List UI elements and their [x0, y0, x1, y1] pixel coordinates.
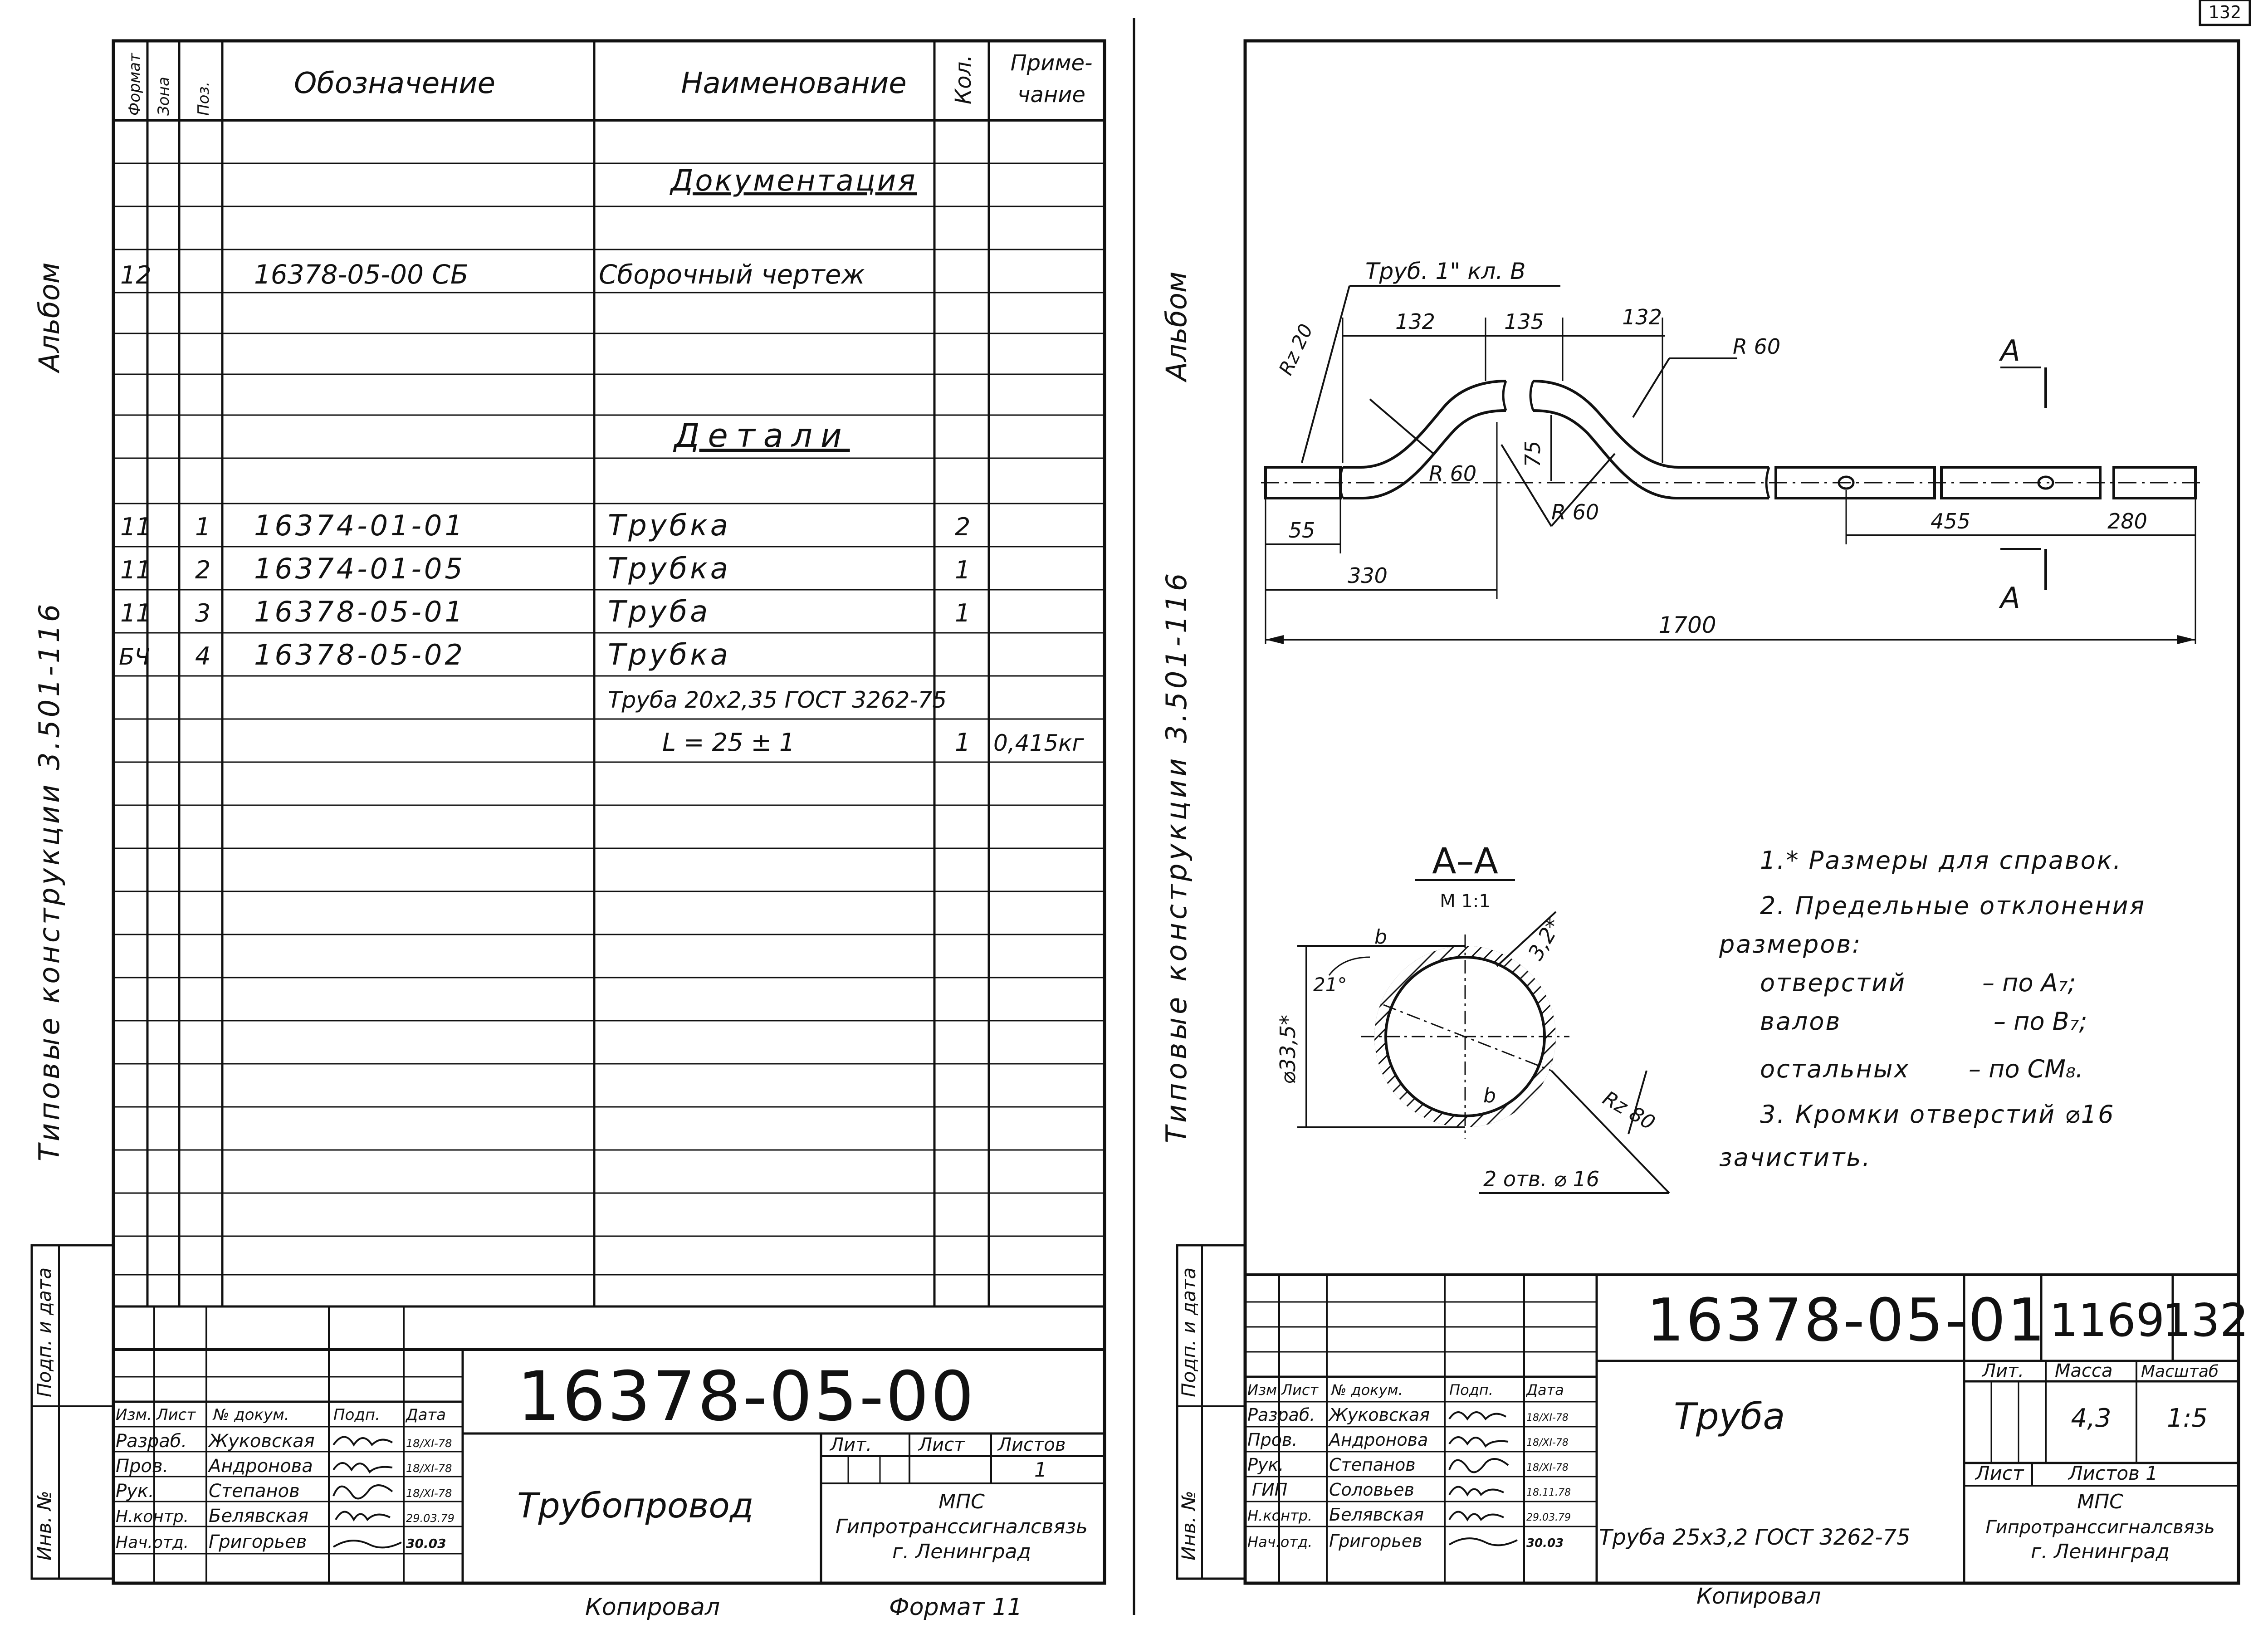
section-cut-label: А [2000, 334, 2020, 368]
left-title-block [113, 1306, 1105, 1621]
right-title-block [1245, 1275, 2248, 1609]
pipe-break [1530, 381, 1533, 411]
right-scale-value: 1:5 [2166, 1404, 2208, 1433]
pipe-bend-bottom-left [1343, 411, 1506, 498]
spec-header-format: Формат [126, 53, 144, 116]
note-line: отверстий [1760, 969, 1906, 997]
right-spine-album: Альбом [1160, 271, 1193, 381]
right-inventory-label: Инв. № [1178, 1490, 1200, 1561]
left-role-name: Степанов [209, 1481, 300, 1502]
spec-row-format: БЧ [119, 644, 150, 670]
left-sheets-count: 1 [1034, 1458, 1047, 1482]
spec-row-qty: 1 [955, 556, 971, 584]
signature-scribble [1449, 1512, 1504, 1520]
left-role-date: 29.03.79 [406, 1512, 455, 1525]
left-signature-date-label: Подп. и дата [33, 1267, 55, 1397]
signature-scribble [333, 1437, 392, 1445]
right-role-name: Григорьев [1329, 1531, 1422, 1551]
right-role-date: 30.03 [1526, 1536, 1564, 1550]
left-role: Нач.отд. [116, 1533, 189, 1552]
right-col-sheet: Лист [1281, 1381, 1319, 1399]
signature-scribble [336, 1512, 390, 1520]
left-sheet [32, 41, 1105, 1621]
spec-header-name: Наименование [681, 67, 907, 100]
spec-row-format: 11 [120, 556, 152, 584]
spec-row-name: L = 25 ± 1 [662, 728, 795, 757]
dim-455: 455 [1931, 509, 1970, 533]
left-role: Н.контр. [116, 1507, 189, 1526]
left-sheets-label: Листов [998, 1434, 1066, 1455]
right-signature-date-label: Подп. и дата [1178, 1267, 1200, 1397]
spec-row-designation: 16374-01-01 [254, 509, 465, 542]
left-role: Разраб. [116, 1431, 187, 1452]
spec-header-zone: Зона [155, 77, 173, 116]
left-role-date: 18/XI-78 [406, 1487, 452, 1500]
spec-row-qty: 1 [955, 599, 971, 627]
right-role: Нач.отд. [1247, 1533, 1313, 1551]
right-org-1: МПС [2077, 1490, 2123, 1513]
spec-row-format: 11 [120, 599, 152, 627]
spec-row-format: 11 [120, 513, 152, 541]
spec-row-designation: 16378-05-00 СБ [254, 259, 469, 290]
right-role-date: 18/XI-78 [1526, 1412, 1569, 1424]
signature-scribble [1449, 1459, 1508, 1472]
spec-row-name: Трубка [608, 552, 731, 586]
signature-scribble [333, 1485, 392, 1498]
note-line: 2. Предельные отклонения [1760, 891, 2146, 920]
note-line: зачистить. [1719, 1143, 1872, 1172]
left-org-2: Гипротранссигналсвязь [836, 1515, 1088, 1538]
right-material: Труба 25х3,2 ГОСТ 3262-75 [1599, 1525, 1911, 1550]
left-format: Формат 11 [889, 1594, 1022, 1621]
right-role-name: Степанов [1329, 1455, 1416, 1475]
left-role-date: 18/XI-78 [406, 1437, 452, 1450]
spec-row-qty: 2 [955, 513, 971, 541]
section-cut-label: А [2000, 582, 2020, 615]
right-mass-value: 4,3 [2071, 1404, 2112, 1433]
right-role-date: 18.11.78 [1526, 1487, 1571, 1498]
spec-row-designation: 16378-05-02 [254, 638, 465, 671]
rz20-label: Rz 20 [1274, 320, 1317, 379]
left-doc-title: Трубопровод [517, 1485, 754, 1526]
right-role-date: 29.03.79 [1526, 1512, 1571, 1523]
pipe-callout: Труб. 1" кл. В [1365, 258, 1526, 284]
right-copied: Копировал [1696, 1584, 1821, 1609]
left-spine-album: Альбом [33, 262, 66, 372]
left-role-name: Жуковская [209, 1431, 315, 1452]
right-sheet-label: Лист [1975, 1462, 2024, 1484]
spec-header [113, 50, 1105, 120]
left-col-docno: № докум. [213, 1406, 289, 1424]
right-page-number: 132 [2162, 1294, 2249, 1347]
right-role: Н.контр. [1247, 1507, 1313, 1524]
section-diameter: ⌀33,5* [1276, 1014, 1300, 1084]
left-role-name: Григорьев [209, 1531, 307, 1552]
right-org-3: г. Ленинград [2031, 1540, 2170, 1563]
dim-132b: 132 [1622, 305, 1662, 329]
spec-row-qty: 1 [955, 728, 971, 757]
right-sheet-code: 1169 [2049, 1294, 2165, 1347]
spec-header-qty: Кол. [951, 54, 976, 104]
right-lit-label: Лит. [1982, 1360, 2024, 1381]
pipe-bend-bottom-right [1533, 411, 1769, 498]
right-role: Пров. [1247, 1430, 1298, 1450]
dim-280: 280 [2107, 509, 2147, 533]
left-col-sign: Подп. [333, 1406, 380, 1424]
left-role-date: 30.03 [406, 1536, 446, 1551]
right-doc-number: 16378-05-01 [1647, 1286, 2047, 1355]
spec-row-name: Труба [608, 595, 711, 629]
signature-scribble [333, 1463, 392, 1472]
section-a-a [1276, 841, 1669, 1193]
right-col-sign: Подп. [1449, 1381, 1493, 1399]
spec-header-designation: Обозначение [293, 67, 496, 100]
section-b-2: b [1483, 1084, 1496, 1107]
spec-rows [119, 164, 1084, 757]
right-role-name: Андронова [1329, 1430, 1428, 1450]
right-role-name: Соловьев [1329, 1480, 1414, 1500]
left-spine-series: Типовые конструкции 3.501-116 [33, 601, 66, 1161]
pipe-bend-top-right [1533, 381, 1769, 467]
spec-header-note: Приме- [1010, 50, 1093, 76]
left-col-date: Дата [406, 1406, 446, 1424]
svg-text:чание: чание [1017, 82, 1085, 108]
right-col-change: Изм. [1247, 1381, 1282, 1399]
left-role-name: Андронова [209, 1456, 313, 1477]
note-line: – по A₇; [1982, 969, 2076, 997]
spec-section-details: Детали [674, 416, 850, 455]
right-role-name: Белявская [1329, 1505, 1424, 1525]
right-role: Разраб. [1247, 1405, 1315, 1425]
right-role-date: 18/XI-78 [1526, 1462, 1569, 1473]
section-scale: М 1:1 [1440, 891, 1491, 912]
left-inventory-label: Инв. № [33, 1490, 55, 1561]
right-col-date: Дата [1526, 1381, 1564, 1399]
note-line: 3. Кромки отверстий ⌀16 [1760, 1100, 2115, 1129]
r60-left-label: R 60 [1429, 461, 1477, 486]
right-spine-series: Типовые конструкции 3.501-116 [1160, 570, 1193, 1143]
left-role: Пров. [116, 1456, 169, 1477]
spec-row-name: Трубка [608, 638, 731, 672]
dim-75: 75 [1520, 440, 1545, 467]
left-lit-label: Лит. [830, 1434, 872, 1455]
left-col-change: Изм. [116, 1406, 152, 1424]
note-line: остальных [1760, 1055, 1910, 1083]
right-org-2: Гипротранссигналсвязь [1985, 1517, 2215, 1538]
left-role-name: Белявская [209, 1506, 308, 1526]
spec-row-designation: 16374-01-05 [254, 552, 465, 585]
pipe-main-view [1261, 258, 2204, 644]
pipe-bend-top-left [1343, 381, 1506, 467]
signature-scribble [1449, 1437, 1508, 1446]
dim-330: 330 [1348, 563, 1388, 588]
note-line: валов [1760, 1007, 1842, 1036]
spec-section-documentation: Документация [670, 164, 917, 198]
section-holes: 2 отв. ⌀ 16 [1483, 1167, 1600, 1191]
pipe-break [1503, 381, 1506, 411]
notes [1719, 846, 2146, 1172]
right-role: ГИП [1252, 1480, 1288, 1500]
left-role: Рук. [116, 1481, 154, 1502]
spec-row-name: Трубка [608, 509, 731, 543]
signature-scribble [333, 1541, 401, 1547]
right-role: Рук. [1247, 1455, 1284, 1475]
dim-132a: 132 [1395, 309, 1435, 334]
section-b-1: b [1374, 925, 1387, 949]
right-mass-label: Масса [2055, 1360, 2113, 1381]
note-line: размеров: [1719, 930, 1862, 959]
signature-scribble [1449, 1538, 1517, 1545]
left-sheet-label: Лист [919, 1434, 965, 1455]
note-line: 1.* Размеры для справок. [1760, 846, 2122, 875]
signature-scribble [1449, 1487, 1504, 1495]
section-rz80: Rz 80 [1598, 1086, 1659, 1135]
note-line: – по B₇; [1994, 1007, 2087, 1036]
right-role-name: Жуковская [1329, 1405, 1430, 1425]
spec-row-pos: 3 [195, 599, 211, 627]
right-role-date: 18/XI-78 [1526, 1437, 1569, 1448]
spec-row-name: Сборочный чертеж [599, 259, 865, 290]
spec-row-pos: 4 [195, 642, 211, 670]
section-title: А–А [1432, 841, 1498, 882]
page-corner-number: 132 [2208, 2, 2242, 22]
spec-row-pos: 2 [195, 556, 211, 584]
dim-1700: 1700 [1658, 612, 1716, 638]
right-sheets-label: Листов 1 [2068, 1462, 2158, 1484]
left-doc-number: 16378-05-00 [517, 1357, 976, 1436]
spec-row-name: Труба 20х2,35 ГОСТ 3262-75 [608, 687, 947, 713]
section-angle: 21° [1313, 974, 1347, 996]
r60-bottom-label: R 60 [1551, 500, 1599, 524]
note-line: – по CM₈. [1969, 1055, 2083, 1083]
dim-55: 55 [1288, 518, 1315, 543]
right-doc-title: Труба [1674, 1395, 1785, 1438]
section-wall: 3,2* [1523, 914, 1566, 964]
spec-grid [113, 41, 1105, 1306]
dim-135: 135 [1504, 309, 1544, 334]
signature-scribble [1449, 1412, 1506, 1419]
spec-header-pos: Поз. [195, 81, 213, 116]
left-org-1: МПС [938, 1490, 985, 1513]
left-col-sheet: Лист [156, 1406, 196, 1424]
right-scale-label: Масштаб [2141, 1362, 2219, 1381]
left-org-3: г. Ленинград [892, 1540, 1031, 1563]
right-col-docno: № докум. [1331, 1381, 1403, 1399]
r60-top-label: R 60 [1733, 334, 1781, 359]
left-role-date: 18/XI-78 [406, 1462, 452, 1475]
spec-row-format: 12 [120, 261, 152, 289]
pipe-break [1766, 467, 1769, 498]
spec-row-pos: 1 [195, 513, 211, 541]
right-sheet [1160, 0, 2250, 1609]
left-copied: Копировал [585, 1594, 720, 1621]
spec-row-note: 0,415кг [993, 730, 1084, 756]
spec-row-designation: 16378-05-01 [254, 595, 465, 628]
